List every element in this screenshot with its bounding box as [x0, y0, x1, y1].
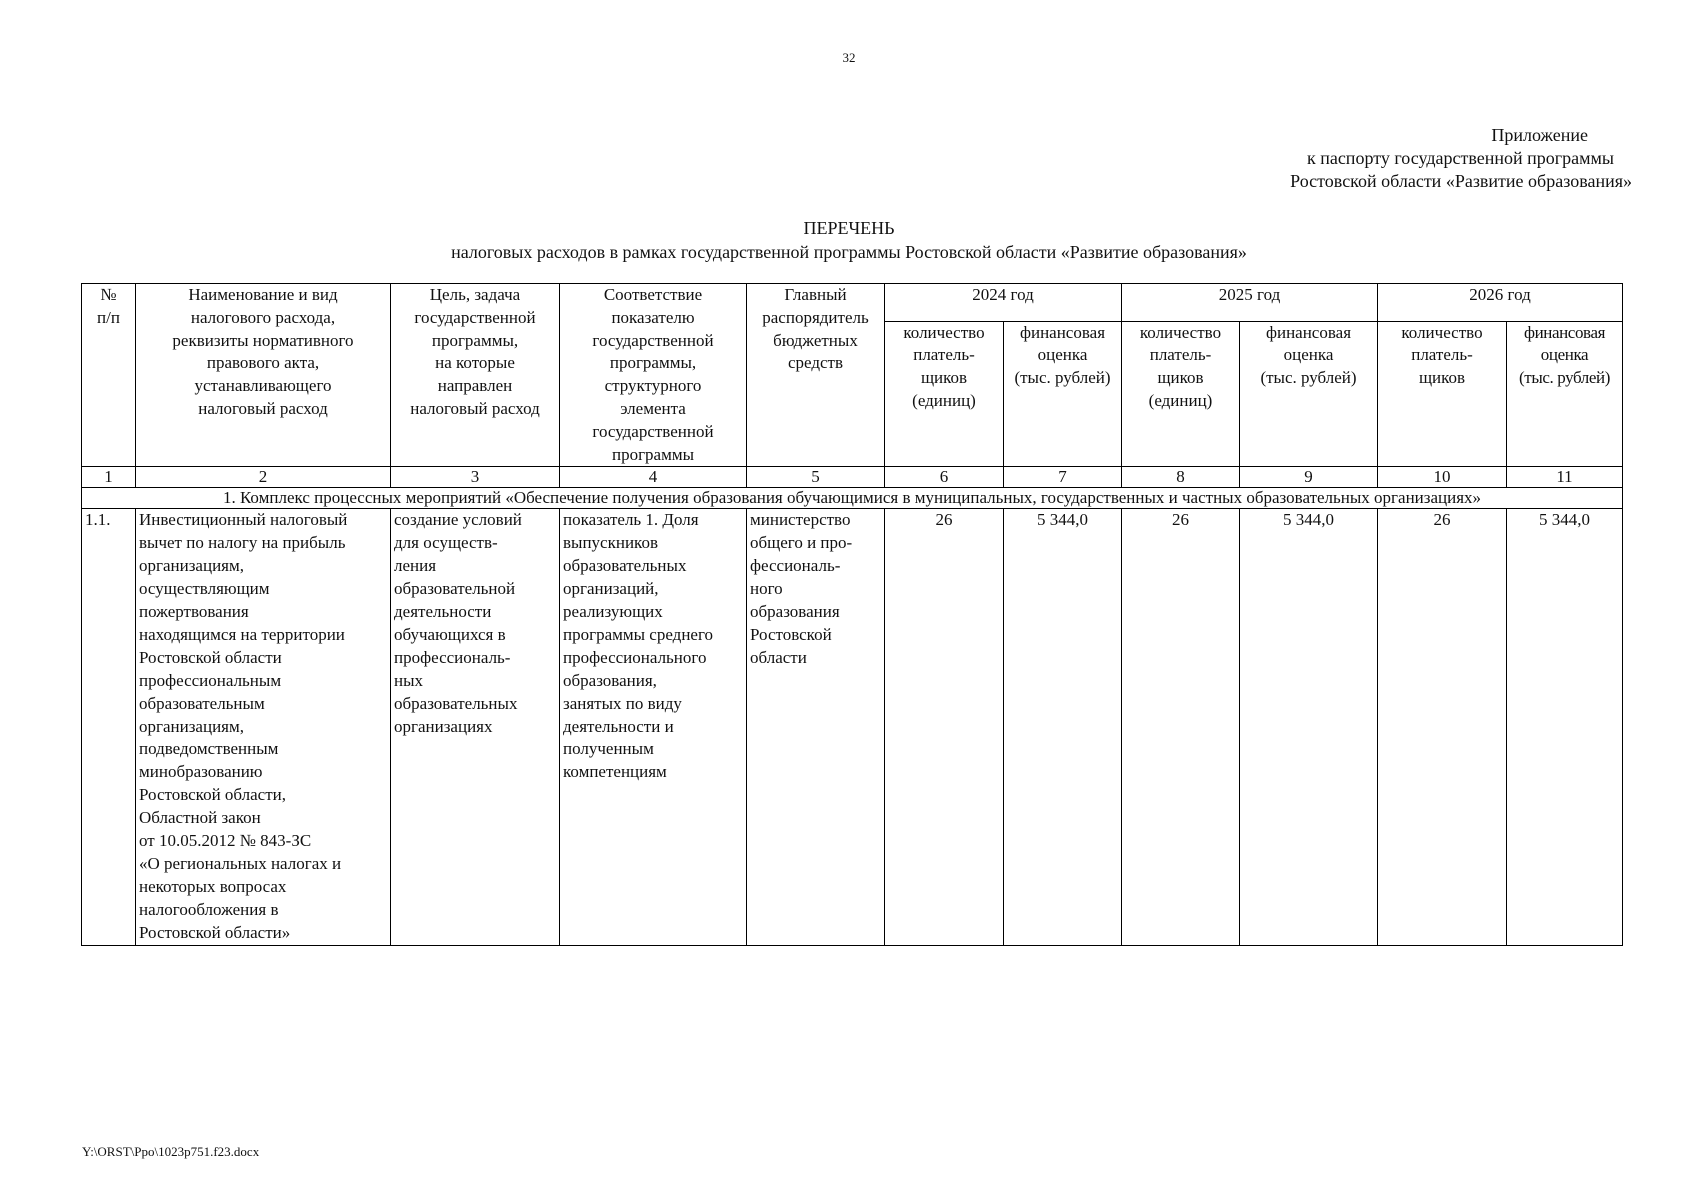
header-count-2025: количество платель- щиков (единиц): [1122, 321, 1240, 467]
payers-count-2024: 26: [885, 509, 1004, 945]
page-number: 32: [842, 50, 856, 65]
column-number: 11: [1507, 467, 1623, 488]
column-number: 2: [136, 467, 391, 488]
header-year-2026: 2026 год: [1378, 284, 1623, 322]
appendix-line-2: к паспорту государственной программы: [1306, 148, 1614, 168]
header-manager: Главный распорядитель бюджетных средств: [747, 284, 885, 467]
column-number: 10: [1378, 467, 1507, 488]
header-year-2024: 2024 год: [885, 284, 1122, 322]
header-name: Наименование и вид налогового расхода, реквизиты нормативного правового акта, устанавливающего налоговый расход: [136, 284, 391, 467]
header-finance-2025: финансовая оценка (тыс. рублей): [1240, 321, 1378, 467]
financial-estimate-2025: 5 344,0: [1240, 509, 1378, 945]
tax-expenditure-name: Инвестиционный налоговый вычет по налогу на прибыль организациям, осуществляющим пожертвования находящимся на территории Ростовской области профессиональным образовательным организациям, подведомственным минобразованию Ростовской области, Областной закон от 10.05.2012 № 843-ЗС «О региональных налогах и некоторых вопросах налогообложения в Ростовской области»: [136, 509, 391, 945]
program-indicator: показатель 1. Доля выпускников образовательных организаций, реализующих программы среднего профессионального образования, занятых по виду деятельности и полученным компетенциям: [560, 509, 747, 945]
column-number: 4: [560, 467, 747, 488]
column-number: 1: [82, 467, 136, 488]
header-count-2026: количество платель- щиков: [1378, 321, 1507, 467]
payers-count-2026: 26: [1378, 509, 1507, 945]
appendix-line-3: Ростовской области «Развитие образования»: [1290, 171, 1632, 191]
financial-estimate-2024: 5 344,0: [1004, 509, 1122, 945]
payers-count-2025: 26: [1122, 509, 1240, 945]
title-line-2: налоговых расходов в рамках государственной программы Ростовской области «Развитие образования»: [451, 242, 1247, 262]
column-number: 9: [1240, 467, 1378, 488]
header-count-2024: количество платель- щиков (единиц): [885, 321, 1004, 467]
header-year-2025: 2025 год: [1122, 284, 1378, 322]
file-path-footer: Y:\ORST\Ppo\1023p751.f23.docx: [82, 1144, 260, 1159]
section-title: 1. Комплекс процессных мероприятий «Обеспечение получения образования обучающимися в муниципальных, государственных и частных образовательных организациях»: [82, 488, 1623, 509]
financial-estimate-2026: 5 344,0: [1507, 509, 1623, 945]
column-number-row: [82, 467, 1623, 488]
tax-expenditure-table: [81, 283, 1623, 946]
header-row-years: [82, 284, 1623, 322]
header-num: № п/п: [82, 284, 136, 467]
column-number: 3: [391, 467, 560, 488]
appendix-header: [1290, 124, 1632, 193]
table-row: [82, 509, 1623, 945]
column-number: 8: [1122, 467, 1240, 488]
header-goal: Цель, задача государственной программы, на которые направлен налоговый расход: [391, 284, 560, 467]
column-number: 6: [885, 467, 1004, 488]
program-goal: создание условий для осуществ- ления образовательной деятельности обучающихся в профессиональ- ных образовательных организациях: [391, 509, 560, 945]
budget-manager: министерство общего и про- фессиональ- ного образования Ростовской области: [747, 509, 885, 945]
section-row: [82, 488, 1623, 509]
document-title: [0, 216, 1698, 264]
title-line-1: ПЕРЕЧЕНЬ: [803, 218, 895, 238]
column-number: 5: [747, 467, 885, 488]
row-number: 1.1.: [82, 509, 136, 945]
appendix-line-1: Приложение: [1491, 125, 1588, 145]
header-finance-2024: финансовая оценка (тыс. рублей): [1004, 321, 1122, 467]
header-indicator: Соответствие показателю государственной программы, структурного элемента государственной программы: [560, 284, 747, 467]
header-finance-2026: финансовая оценка (тыс. рублей): [1507, 321, 1623, 467]
column-number: 7: [1004, 467, 1122, 488]
